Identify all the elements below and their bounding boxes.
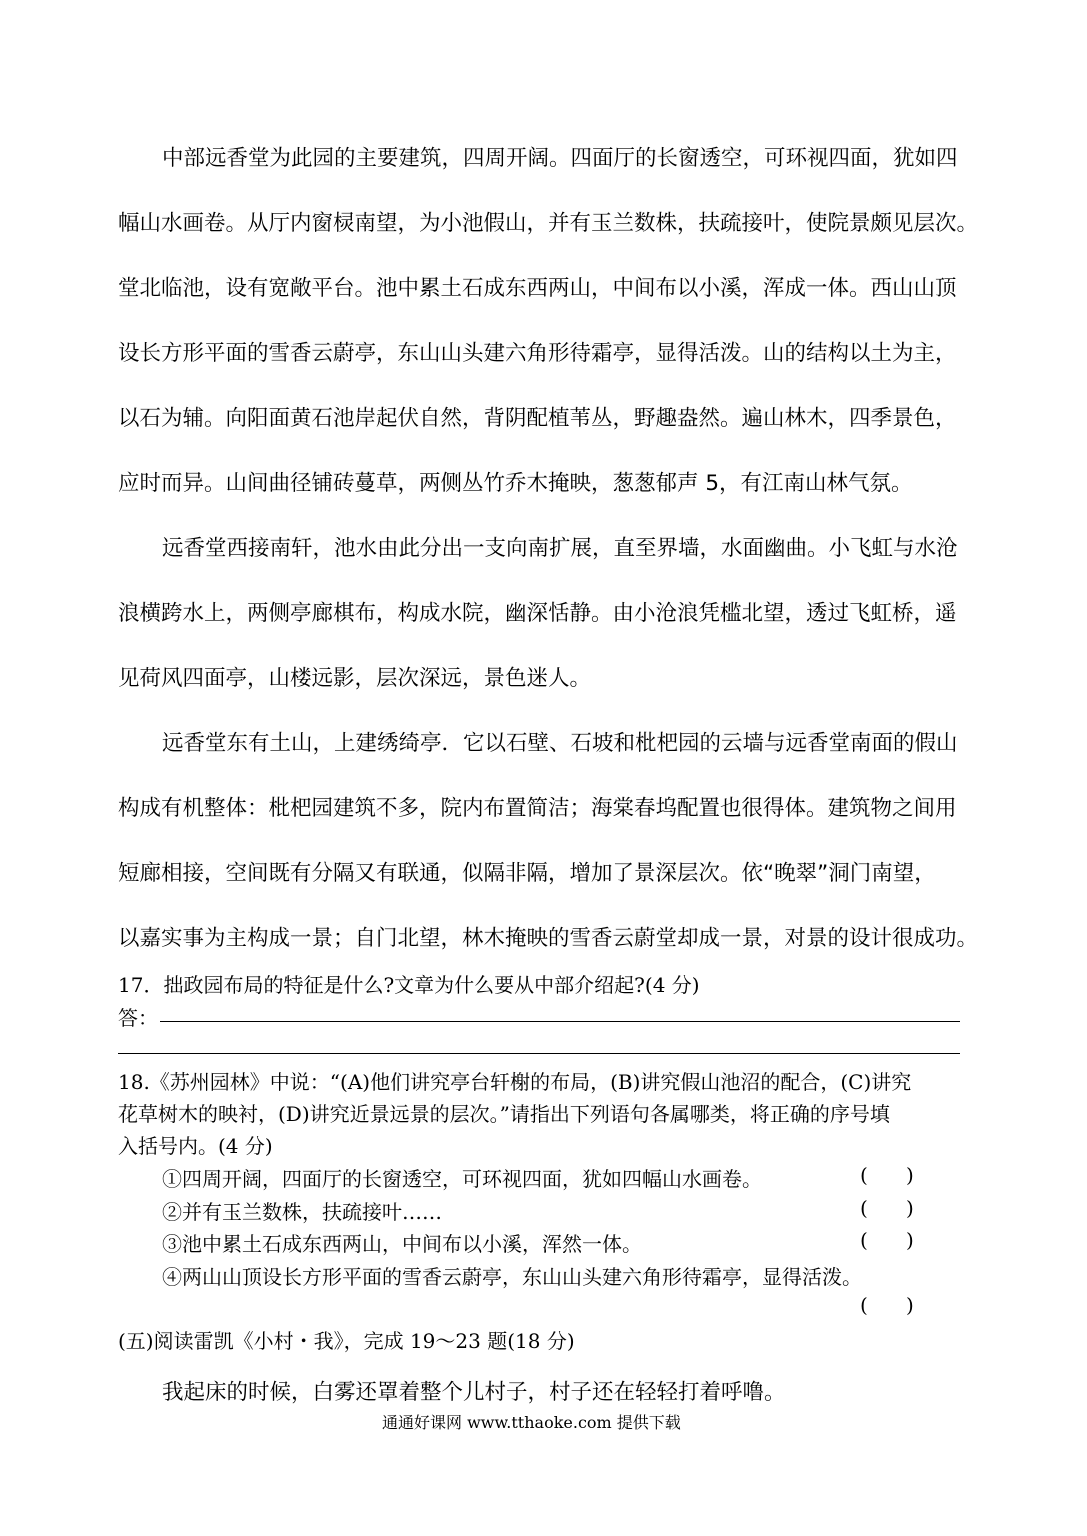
passage-p1-line-6: 应时而异。山间曲径铺砖蔓草，两侧丛竹乔木掩映，葱葱郁声 5，有江南山林气氛。 — [118, 471, 913, 496]
question-18-item-2-answer-blank[interactable]: ( ) — [860, 1196, 914, 1220]
question-18-item-3: ③池中累土石成东西两山，中间布以小溪，浑然一体。 — [162, 1232, 642, 1256]
passage-p2-line-2: 浪横跨水上，两侧亭廊棋布，构成水院，幽深恬静。由小沧浪凭槛北望，透过飞虹桥，遥 — [118, 601, 957, 626]
passage-p2-line-3: 见荷风四面亭，山楼远影，层次深远，景色迷人。 — [118, 666, 592, 691]
question-17-answer-blank-1[interactable] — [160, 1021, 960, 1022]
passage-p1-line-2: 幅山水画卷。从厅内窗棂南望，为小池假山，并有玉兰数株，扶疏接叶，使院景颇见层次。 — [118, 211, 979, 236]
passage-p2-line-1: 远香堂西接南轩，池水由此分出一支向南扩展，直至界墙，水面幽曲。小飞虹与水沧 — [162, 536, 958, 561]
question-18-item-4-answer-blank[interactable]: ( ) — [860, 1293, 914, 1317]
passage-p3-line-4: 以嘉实事为主构成一景；自门北望，林木掩映的雪香云蔚堂却成一景，对景的设计很成功。 — [118, 926, 979, 951]
section-5-first-line: 我起床的时候，白雾还罩着整个儿村子，村子还在轻轻打着呼噜。 — [162, 1380, 786, 1405]
passage-p3-line-1: 远香堂东有土山，上建绣绮亭．它以石壁、石坡和枇杷园的云墙与远香堂南面的假山 — [162, 731, 958, 756]
question-18-prompt-line-1: 18.《苏州园林》中说：“(A)他们讲究亭台轩榭的布局，(B)讲究假山池沼的配合，(C)讲究 — [118, 1070, 912, 1094]
question-18-item-3-answer-blank[interactable]: ( ) — [860, 1228, 914, 1252]
question-18-item-4: ④两山山顶设长方形平面的雪香云蔚亭，东山山头建六角形待霜亭，显得活泼。 — [162, 1265, 862, 1289]
page-footer: 通通好课网 www.tthaoke.com 提供下载 — [382, 1413, 681, 1432]
passage-p1-line-5: 以石为辅。向阳面黄石池岸起伏自然，背阴配植苇丛，野趣盎然。遍山林木，四季景色， — [118, 406, 957, 431]
passage-p1-line-1: 中部远香堂为此园的主要建筑，四周开阔。四面厅的长窗透空，可环视四面，犹如四 — [162, 146, 958, 171]
question-17-prompt: 17．拙政园布局的特征是什么?文章为什么要从中部介绍起?(4 分) — [118, 973, 700, 997]
question-17-answer-label: 答： — [118, 1006, 158, 1030]
question-18-item-1: ①四周开阔，四面厅的长窗透空，可环视四面，犹如四幅山水画卷。 — [162, 1167, 762, 1191]
passage-p3-line-3: 短廊相接，空间既有分隔又有联通，似隔非隔，增加了景深层次。依“晚翠”洞门南望， — [118, 861, 936, 886]
passage-p1-line-4: 设长方形平面的雪香云蔚亭，东山山头建六角形待霜亭，显得活泼。山的结构以土为主， — [118, 341, 957, 366]
question-18-prompt-line-3: 入括号内。(4 分) — [118, 1134, 273, 1158]
question-17-answer-blank-2[interactable] — [118, 1053, 960, 1054]
question-18-prompt-line-2: 花草树木的映衬，(D)讲究近景远景的层次。”请指出下列语句各属哪类，将正确的序号填 — [118, 1102, 890, 1126]
question-18-item-2: ②并有玉兰数株，扶疏接叶…… — [162, 1200, 442, 1224]
passage-p1-line-3: 堂北临池，设有宽敞平台。池中累土石成东西两山，中间布以小溪，浑成一体。西山山顶 — [118, 276, 957, 301]
passage-p3-line-2: 构成有机整体：枇杷园建筑不多，院内布置简洁；海棠春坞配置也很得体。建筑物之间用 — [118, 796, 957, 821]
section-5-heading: (五)阅读雷凯《小村・我》，完成 19～23 题(18 分) — [118, 1329, 575, 1353]
question-18-item-1-answer-blank[interactable]: ( ) — [860, 1163, 914, 1187]
